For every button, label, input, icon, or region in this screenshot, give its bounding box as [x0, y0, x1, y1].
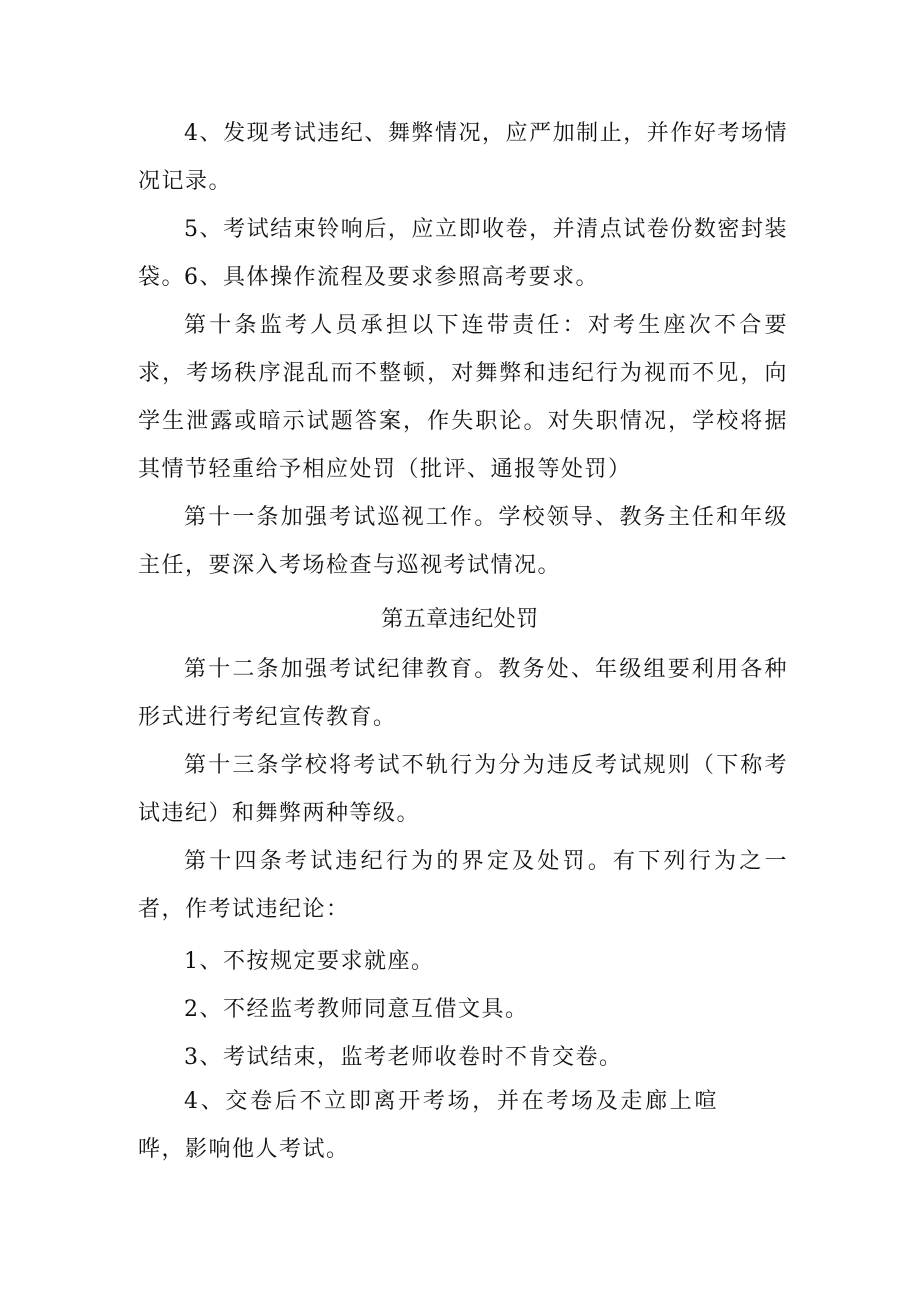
paragraph-article-11: 第十一条加强考试巡视工作。学校领导、教务主任和年级主任，要深入考场检查与巡视考试情况。 — [138, 505, 788, 578]
paragraph-item-5-collect-papers: 5、考试结束铃响后，应立即收卷，并清点试卷份数密封装袋。 — [138, 217, 788, 290]
paragraph-article-12: 第十二条加强考试纪律教育。教务处、年级组要利用各种形式进行考纪宣传教育。 — [138, 657, 788, 730]
paragraph-item-4-violations: 4、发现考试违纪、舞弊情况，应严加制止，并作好考场情况记录。 — [138, 121, 788, 194]
paragraph-violation-1: 1、不按规定要求就座。 — [184, 949, 435, 974]
chapter-heading: 第五章违纪处罚 — [381, 607, 539, 632]
paragraph-item-6-procedure: 6、具体操作流程及要求参照高考要求。 — [184, 265, 599, 290]
paragraph-article-13: 第十三条学校将考试不轨行为分为违反考试规则（下称考试违纪）和舞弊两种等级。 — [138, 753, 788, 826]
paragraph-article-10: 第十条监考人员承担以下连带责任：对考生座次不合要求，考场秩序混乱而不整顿，对舞弊和违纪行为视而不见，向学生泄露或暗示试题答案，作失职论。对失职情况，学校将据其情节轻重给予相应处罚（批评、通报等处罚） — [138, 313, 788, 482]
paragraph-violation-2: 2、不经监考教师同意互借文具。 — [184, 997, 529, 1022]
paragraph-violation-3: 3、考试结束，监考老师收卷时不肯交卷。 — [184, 1045, 623, 1070]
paragraph-article-14: 第十四条考试违纪行为的界定及处罚。有下列行为之一者，作考试违纪论： — [138, 849, 788, 922]
paragraph-violation-4: 4、交卷后不立即离开考场，并在考场及走廊上喧哗，影响他人考试。 — [138, 1089, 718, 1162]
